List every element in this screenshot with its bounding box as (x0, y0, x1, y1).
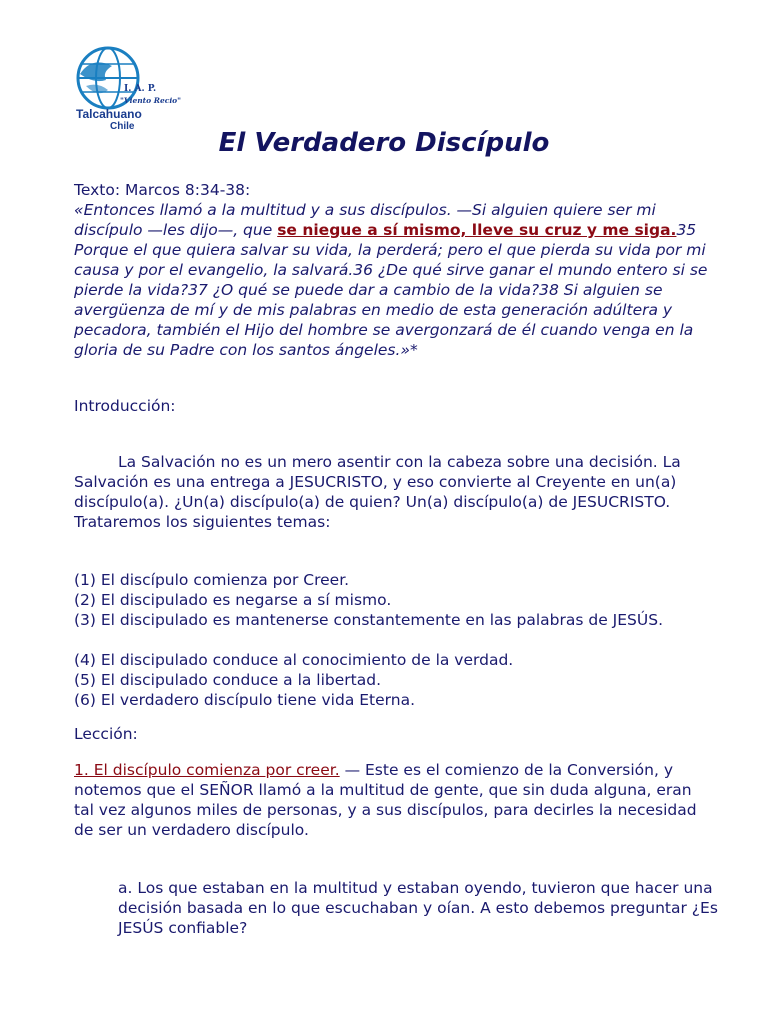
section-1-text: — Este es el comienzo de la Conversión, y notemos que el SEÑOR llamó a la multitud de gente, que sin duda alguna, eran tal vez algunos miles de personas, y a sus discípulos, para decirles la necesidad de ser un verdadero discípulo. (74, 761, 697, 839)
document-title: El Verdadero Discípulo (218, 128, 550, 158)
topic-item: (6) El verdadero discípulo tiene vida Eterna. (74, 691, 416, 709)
logo-text-viento-recio: "Viento Recio" (120, 96, 182, 105)
scripture-quote (74, 200, 714, 360)
church-logo (72, 44, 182, 136)
topic-item: (4) El discipulado conduce al conocimiento de la verdad. (74, 651, 514, 669)
section-1-paragraph (74, 760, 714, 840)
quote-part-1: «Entonces llamó a la multitud y a sus discípulos. —Si alguien quiere ser mi discípulo —les dijo—, que (74, 201, 656, 239)
topic-item: (3) El discipulado es mantenerse constantemente en las palabras de JESÚS. (74, 611, 663, 629)
section-1-heading: 1. El discípulo comienza por creer. (74, 761, 340, 779)
topics-list (74, 570, 714, 710)
quote-highlight: se niegue a sí mismo, lleve su cruz y me siga. (277, 221, 677, 239)
logo-text-city: Talcahuano (76, 107, 142, 121)
logo-text-country: Chile (110, 121, 135, 132)
intro-paragraph: La Salvación no es un mero asentir con la cabeza sobre una decisión. La Salvación es una entrega a JESUCRISTO, y eso convierte al Creyente en un(a) discípulo(a). ¿Un(a) discípulo(a) de quien? Un(a) discípulo(a) de JESUCRISTO. Trataremos los siguientes temas: (74, 453, 681, 531)
logo-text-iap: I. A. P. (124, 84, 157, 94)
intro-heading: Introducción: (74, 397, 176, 415)
topic-item: (5) El discipulado conduce a la libertad. (74, 671, 382, 689)
point-a-paragraph: a. Los que estaban en la multitud y estaban oyendo, tuvieron que hacer una decisión basada en lo que escuchaban y oían. A esto debemos preguntar ¿Es JESÚS confiable? (118, 879, 718, 937)
topic-item: (2) El discipulado es negarse a sí mismo. (74, 591, 392, 609)
lesson-heading: Lección: (74, 725, 138, 743)
topic-item: (1) El discípulo comienza por Creer. (74, 571, 350, 589)
scripture-reference: Texto: Marcos 8:34-38: (74, 181, 251, 199)
quote-part-2: 35 Porque el que quiera salvar su vida, la perderá; pero el que pierda su vida por mi causa y por el evangelio, la salvará.36 ¿De qué sirve ganar el mundo entero si se pierde la vida?37 ¿O qué se puede dar a cambio de la vida?38 Si alguien se avergüenza de mí y de mis palabras en medio de esta generación adúltera y pecadora, también el Hijo del hombre se avergonzará de él cuando venga en la gloria de su Padre con los santos ángeles.»* (74, 221, 708, 359)
